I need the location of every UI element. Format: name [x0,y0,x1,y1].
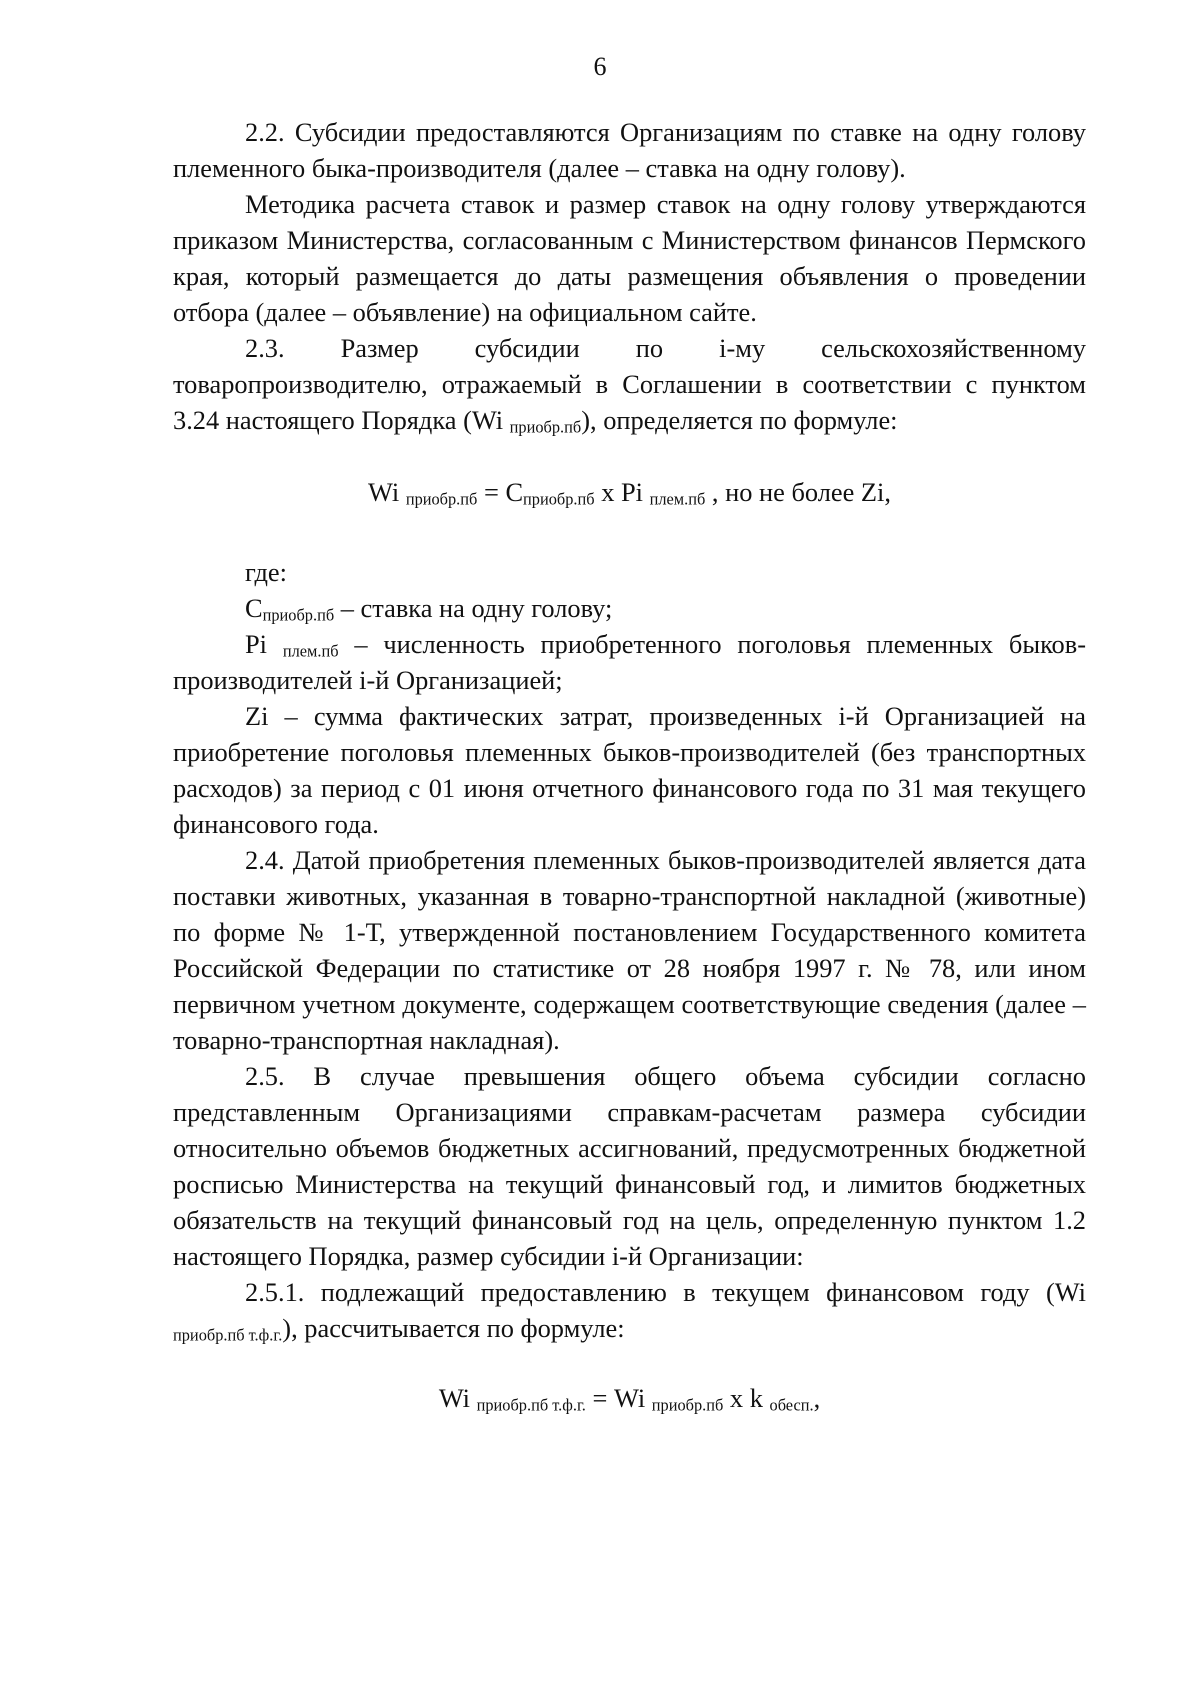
formula-subsidy-w-sub: приобр.пб [405,489,478,509]
paragraph-methodology: Методика расчета ставок и размер ставок на одну голову утверждаются приказом Министерства, согласованным с Министерством финансов Пермского края, который размещается до даты размещения объявления о проведении отбора (далее – объявление) на официальном сайте. [173,189,1086,327]
definition-pi [173,626,1086,698]
formula-subsidy [173,474,1086,510]
document-body [173,114,1086,1416]
definition-pi-text: – численность приобретенного поголовья племенных быков-производителей i-й Организацией; [173,629,1087,695]
formula-current-year-w-sub: приобр.пб т.ф.г. [476,1395,586,1415]
formula-subsidy-w: Wi [368,477,406,507]
definition-c-sub: приобр.пб [262,605,335,625]
formula-current-year-k: x k [723,1383,770,1413]
definition-pi-sub: плем.пб [282,641,339,661]
formula-current-year-k-sub: обесп. [769,1395,814,1415]
formula-current-year-w: Wi [438,1383,477,1413]
formula-subsidy-c: = C [477,477,524,507]
formula-subsidy-c-sub: приобр.пб [523,489,595,509]
definition-c-text: – ставка на одну голову; [334,593,613,623]
paragraph-2-3-text-start: 2.3. Размер субсидии по i-му сельскохозяйственному товаропроизводителю, отражаемый в Соглашении в соответствии с пунктом 3.24 настоящего Порядка (Wi [173,333,1086,435]
paragraph-2-5: 2.5. В случае превышения общего объема субсидии согласно представленным Организациями справкам-расчетам размера субсидии относительно объемов бюджетных ассигнований, предусмотренных бюджетной росписью Министерства на текущий финансовый год, и лимитов бюджетных обязательств на текущий финансовый год на цель, определенную пунктом 1.2 настоящего Порядка, размер субсидии i-й Организации: [173,1061,1086,1271]
formula-subsidy-pi-sub: плем.пб [649,489,706,509]
paragraph-2-2: 2.2. Субсидии предоставляются Организациям по ставке на одну голову племенного быка-производителя (далее – ставка на одну голову). [173,117,1086,183]
paragraph-2-5-1-subscript: приобр.пб т.ф.г. [173,1325,283,1345]
definition-c-symbol: C [245,593,263,623]
paragraph-2-5-1-text-start: 2.5.1. подлежащий предоставлению в текущем финансовом году (Wi [245,1277,1086,1307]
paragraph-2-3 [173,330,1086,438]
formula-current-year-end: , [813,1383,821,1413]
formula-current-year-w2-sub: приобр.пб [651,1395,724,1415]
definition-c [173,590,1086,626]
formula-current-year-w2: = Wi [585,1383,652,1413]
page-number: 6 [593,52,607,81]
definition-pi-symbol: Pi [245,629,283,659]
paragraph-2-3-text-end: ), определяется по формуле: [581,405,898,435]
paragraph-2-5-1-text-end: ), рассчитывается по формуле: [282,1313,625,1343]
formula-current-year [173,1380,1086,1416]
formula-subsidy-pi: x Pi [594,477,650,507]
paragraph-2-5-1 [173,1274,1086,1346]
paragraph-2-3-subscript: приобр.пб [509,417,582,437]
definition-zi: Zi – сумма фактических затрат, произведенных i-й Организацией на приобретение поголовья племенных быков-производителей (без транспортных расходов) за период с 01 июня отчетного финансового года по 31 мая текущего финансового года. [173,701,1086,839]
paragraph-2-4: 2.4. Датой приобретения племенных быков-производителей является дата поставки животных, указанная в товарно-транспортной накладной (животные) по форме № 1-Т, утвержденной постановлением Государственного комитета Российской Федерации по статистике от 28 ноября 1997 г. № 78, или ином первичном учетном документе, содержащем соответствующие сведения (далее – товарно-транспортная накладная). [173,845,1086,1055]
formula-subsidy-limit: , но не более Zi, [705,477,891,507]
where-label: где: [245,557,287,587]
